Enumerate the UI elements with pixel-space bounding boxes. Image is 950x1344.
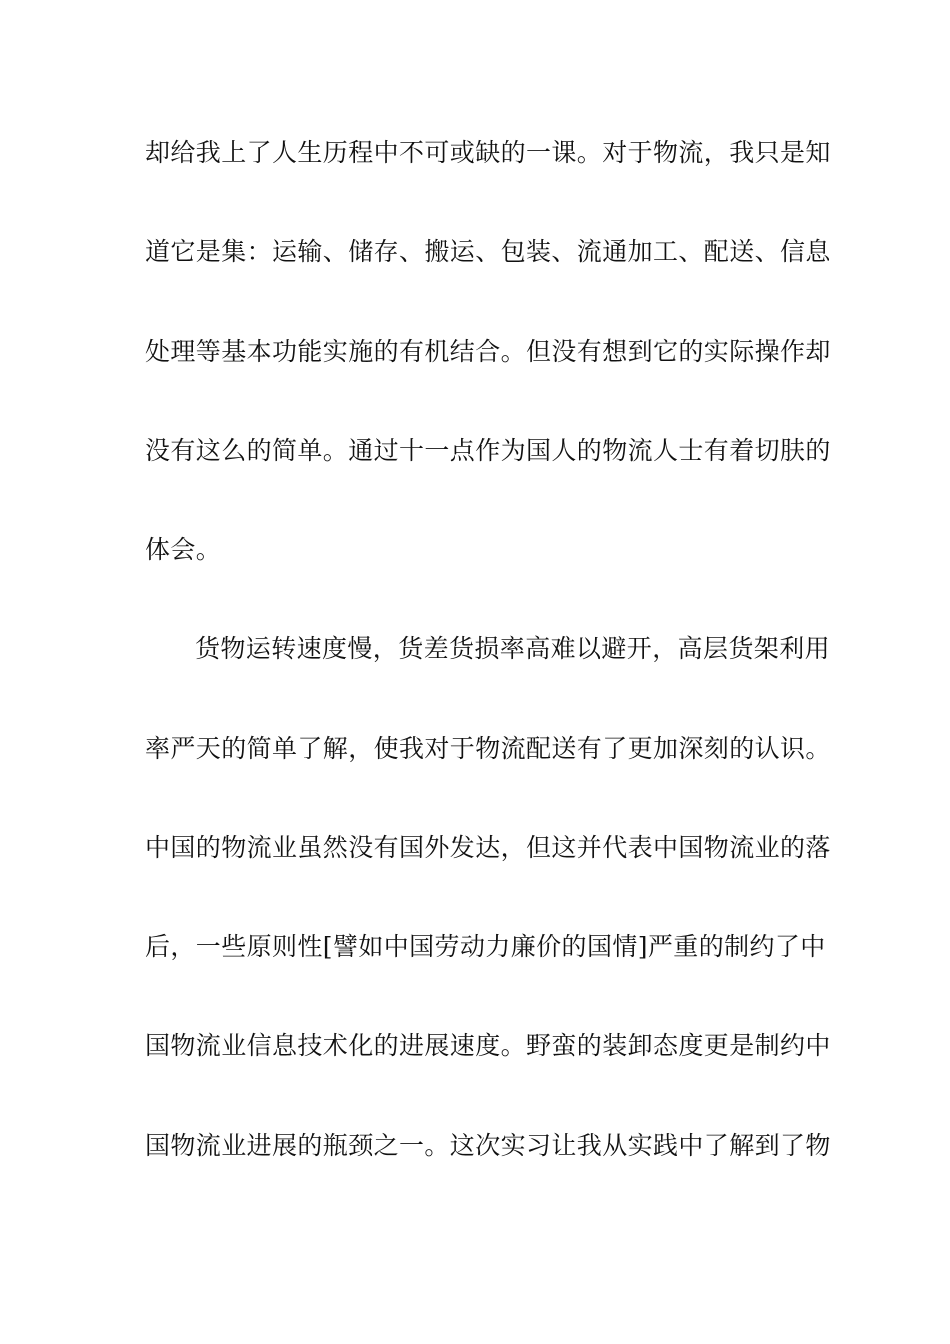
paragraph-2-first-line: 货物运转速度慢，货差货损率高难以避开，高层货架利用 xyxy=(195,634,831,663)
text-line-1: 却给我上了人生历程中不可或缺的一课。对于物流，我只是知 xyxy=(145,138,831,167)
text-line-2: 道它是集：运输、储存、搬运、包装、流通加工、配送、信息 xyxy=(145,237,831,266)
text-line-8: 中国的物流业虽然没有国外发达，但这并代表中国物流业的落 xyxy=(145,833,831,862)
text-line-7: 率严天的简单了解，使我对于物流配送有了更加深刻的认识。 xyxy=(145,734,831,763)
text-line-9: 后，一些原则性[譬如中国劳动力廉价的国情]严重的制约了中 xyxy=(145,932,826,961)
text-line-3: 处理等基本功能实施的有机结合。但没有想到它的实际操作却 xyxy=(145,337,831,366)
text-line-10: 国物流业信息技术化的进展速度。野蛮的装卸态度更是制约中 xyxy=(145,1031,831,1060)
text-line-4: 没有这么的简单。通过十一点作为国人的物流人士有着切肤的 xyxy=(145,436,831,465)
text-line-11: 国物流业进展的瓶颈之一。这次实习让我从实践中了解到了物 xyxy=(145,1131,831,1160)
text-line-5: 体会。 xyxy=(145,535,222,564)
